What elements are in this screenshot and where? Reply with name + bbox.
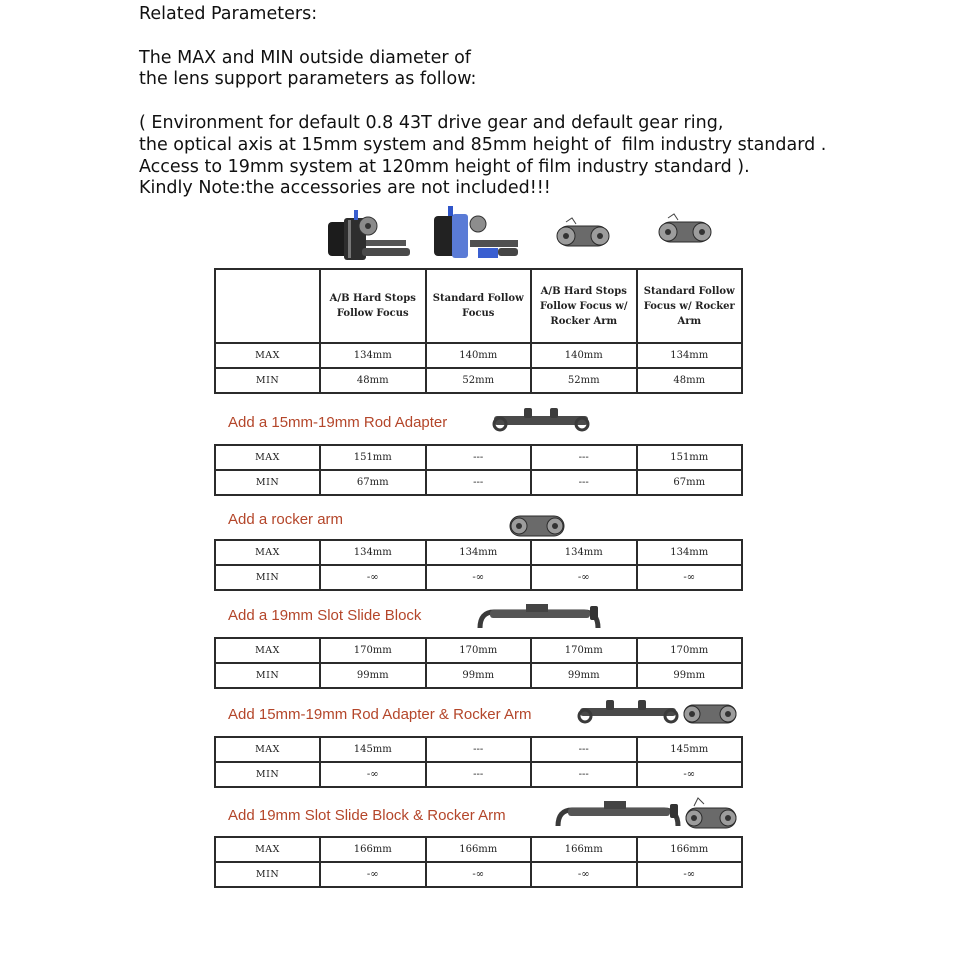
header-empty-cell	[215, 269, 320, 343]
table-cell: ---	[531, 762, 637, 787]
header-ab-hard-stops: A/B Hard Stops Follow Focus	[320, 269, 426, 343]
table-cell: ---	[426, 737, 532, 762]
table-row	[215, 737, 742, 762]
intro-line: The MAX and MIN outside diameter of	[139, 47, 471, 68]
table-cell: ---	[426, 762, 532, 787]
spec-table-slot-slide-block-rocker-arm	[214, 836, 743, 888]
table-cell: 52mm	[531, 368, 637, 393]
section-title-rod-adapter: Add a 15mm-19mm Rod Adapter	[228, 414, 448, 431]
row-label: MAX	[215, 638, 320, 663]
header-ab-hard-stops-rocker: A/B Hard Stops Follow Focus w/ Rocker Arm	[531, 269, 637, 343]
row-label: MAX	[215, 343, 320, 368]
table-cell: -∞	[531, 565, 637, 590]
row-label: MAX	[215, 837, 320, 862]
table-cell: 134mm	[637, 540, 743, 565]
table-cell: -∞	[531, 862, 637, 887]
intro-line: the lens support parameters as follow:	[139, 69, 477, 90]
row-label: MIN	[215, 663, 320, 688]
table-cell: -∞	[320, 762, 426, 787]
table-row	[215, 343, 742, 368]
table-cell: ---	[531, 737, 637, 762]
section-title-slot-slide-block-rocker-arm: Add 19mm Slot Slide Block & Rocker Arm	[228, 807, 506, 824]
table-cell: 166mm	[637, 837, 743, 862]
rocker-arm-image-1	[552, 216, 614, 252]
spec-table-rod-adapter	[214, 444, 743, 496]
table-cell: 151mm	[637, 445, 743, 470]
table-cell: 99mm	[320, 663, 426, 688]
intro-text	[139, 4, 939, 200]
table-row	[215, 565, 742, 590]
rod-adapter-image-2	[576, 700, 680, 726]
table-row	[215, 638, 742, 663]
table-cell: 99mm	[426, 663, 532, 688]
row-label: MIN	[215, 762, 320, 787]
table-cell: 145mm	[637, 737, 743, 762]
row-label: MIN	[215, 470, 320, 495]
table-row	[215, 862, 742, 887]
table-cell: 67mm	[637, 470, 743, 495]
table-cell: 48mm	[320, 368, 426, 393]
rocker-arm-image-3	[506, 510, 568, 540]
table-cell: 140mm	[426, 343, 532, 368]
intro-line: Related Parameters:	[139, 4, 318, 24]
table-cell: ---	[426, 445, 532, 470]
table-cell: 166mm	[531, 837, 637, 862]
row-label: MIN	[215, 565, 320, 590]
table-cell: 99mm	[637, 663, 743, 688]
row-label: MIN	[215, 862, 320, 887]
table-cell: 134mm	[637, 343, 743, 368]
rocker-arm-image-5	[682, 796, 740, 832]
row-label: MAX	[215, 445, 320, 470]
table-cell: 99mm	[531, 663, 637, 688]
section-title-slot-slide-block: Add a 19mm Slot Slide Block	[228, 607, 422, 624]
section-title-rod-adapter-rocker-arm: Add 15mm-19mm Rod Adapter & Rocker Arm	[228, 706, 532, 723]
table-row	[215, 663, 742, 688]
row-label: MIN	[215, 368, 320, 393]
rod-adapter-image	[490, 406, 592, 436]
table-cell: 166mm	[320, 837, 426, 862]
table-cell: 134mm	[531, 540, 637, 565]
table-cell: 134mm	[320, 540, 426, 565]
table-cell: ---	[531, 470, 637, 495]
rocker-arm-image-2	[654, 212, 716, 248]
table-row	[215, 368, 742, 393]
table-cell: 67mm	[320, 470, 426, 495]
table-cell: -∞	[320, 862, 426, 887]
table-cell: 52mm	[426, 368, 532, 393]
header-standard-rocker: Standard Follow Focus w/ Rocker Arm	[637, 269, 743, 343]
table-row	[215, 837, 742, 862]
table-cell: -∞	[320, 565, 426, 590]
table-cell: -∞	[637, 565, 743, 590]
table-row	[215, 762, 742, 787]
slot-slide-block-image	[476, 604, 602, 632]
table-cell: 134mm	[426, 540, 532, 565]
table-row	[215, 540, 742, 565]
intro-line: Kindly Note:the accessories are not included!!!	[139, 178, 551, 199]
ab-hard-stops-follow-focus-image	[326, 204, 412, 266]
table-row	[215, 470, 742, 495]
intro-line	[139, 91, 939, 113]
section-title-rocker-arm: Add a rocker arm	[228, 511, 344, 528]
table-cell: 140mm	[531, 343, 637, 368]
table-cell: -∞	[426, 565, 532, 590]
spec-table-rocker-arm	[214, 539, 743, 591]
row-label: MAX	[215, 737, 320, 762]
table-cell: 151mm	[320, 445, 426, 470]
table-cell: ---	[531, 445, 637, 470]
table-cell: 170mm	[426, 638, 532, 663]
table-cell: -∞	[637, 762, 743, 787]
spec-table-rod-adapter-rocker-arm	[214, 736, 743, 788]
table-cell: 170mm	[531, 638, 637, 663]
rocker-arm-image-4	[680, 700, 740, 728]
table-cell: 166mm	[426, 837, 532, 862]
table-header-row	[215, 269, 742, 343]
table-cell: -∞	[637, 862, 743, 887]
header-standard: Standard Follow Focus	[426, 269, 532, 343]
table-cell: 170mm	[637, 638, 743, 663]
row-label: MAX	[215, 540, 320, 565]
table-cell: -∞	[426, 862, 532, 887]
table-cell: 170mm	[320, 638, 426, 663]
table-cell: ---	[426, 470, 532, 495]
table-row	[215, 445, 742, 470]
base-spec-table	[214, 268, 743, 394]
intro-line: Access to 19mm system at 120mm height of film industry standard ).	[139, 156, 750, 177]
standard-follow-focus-image	[432, 204, 522, 266]
table-cell: 48mm	[637, 368, 743, 393]
spec-table-slot-slide-block	[214, 637, 743, 689]
table-cell: 145mm	[320, 737, 426, 762]
intro-line: the optical axis at 15mm system and 85mm height of film industry standard .	[139, 134, 827, 155]
intro-line: ( Environment for default 0.8 43T drive gear and default gear ring,	[139, 112, 724, 133]
slot-slide-block-image-2	[554, 800, 682, 830]
intro-line	[139, 26, 939, 48]
table-cell: 134mm	[320, 343, 426, 368]
